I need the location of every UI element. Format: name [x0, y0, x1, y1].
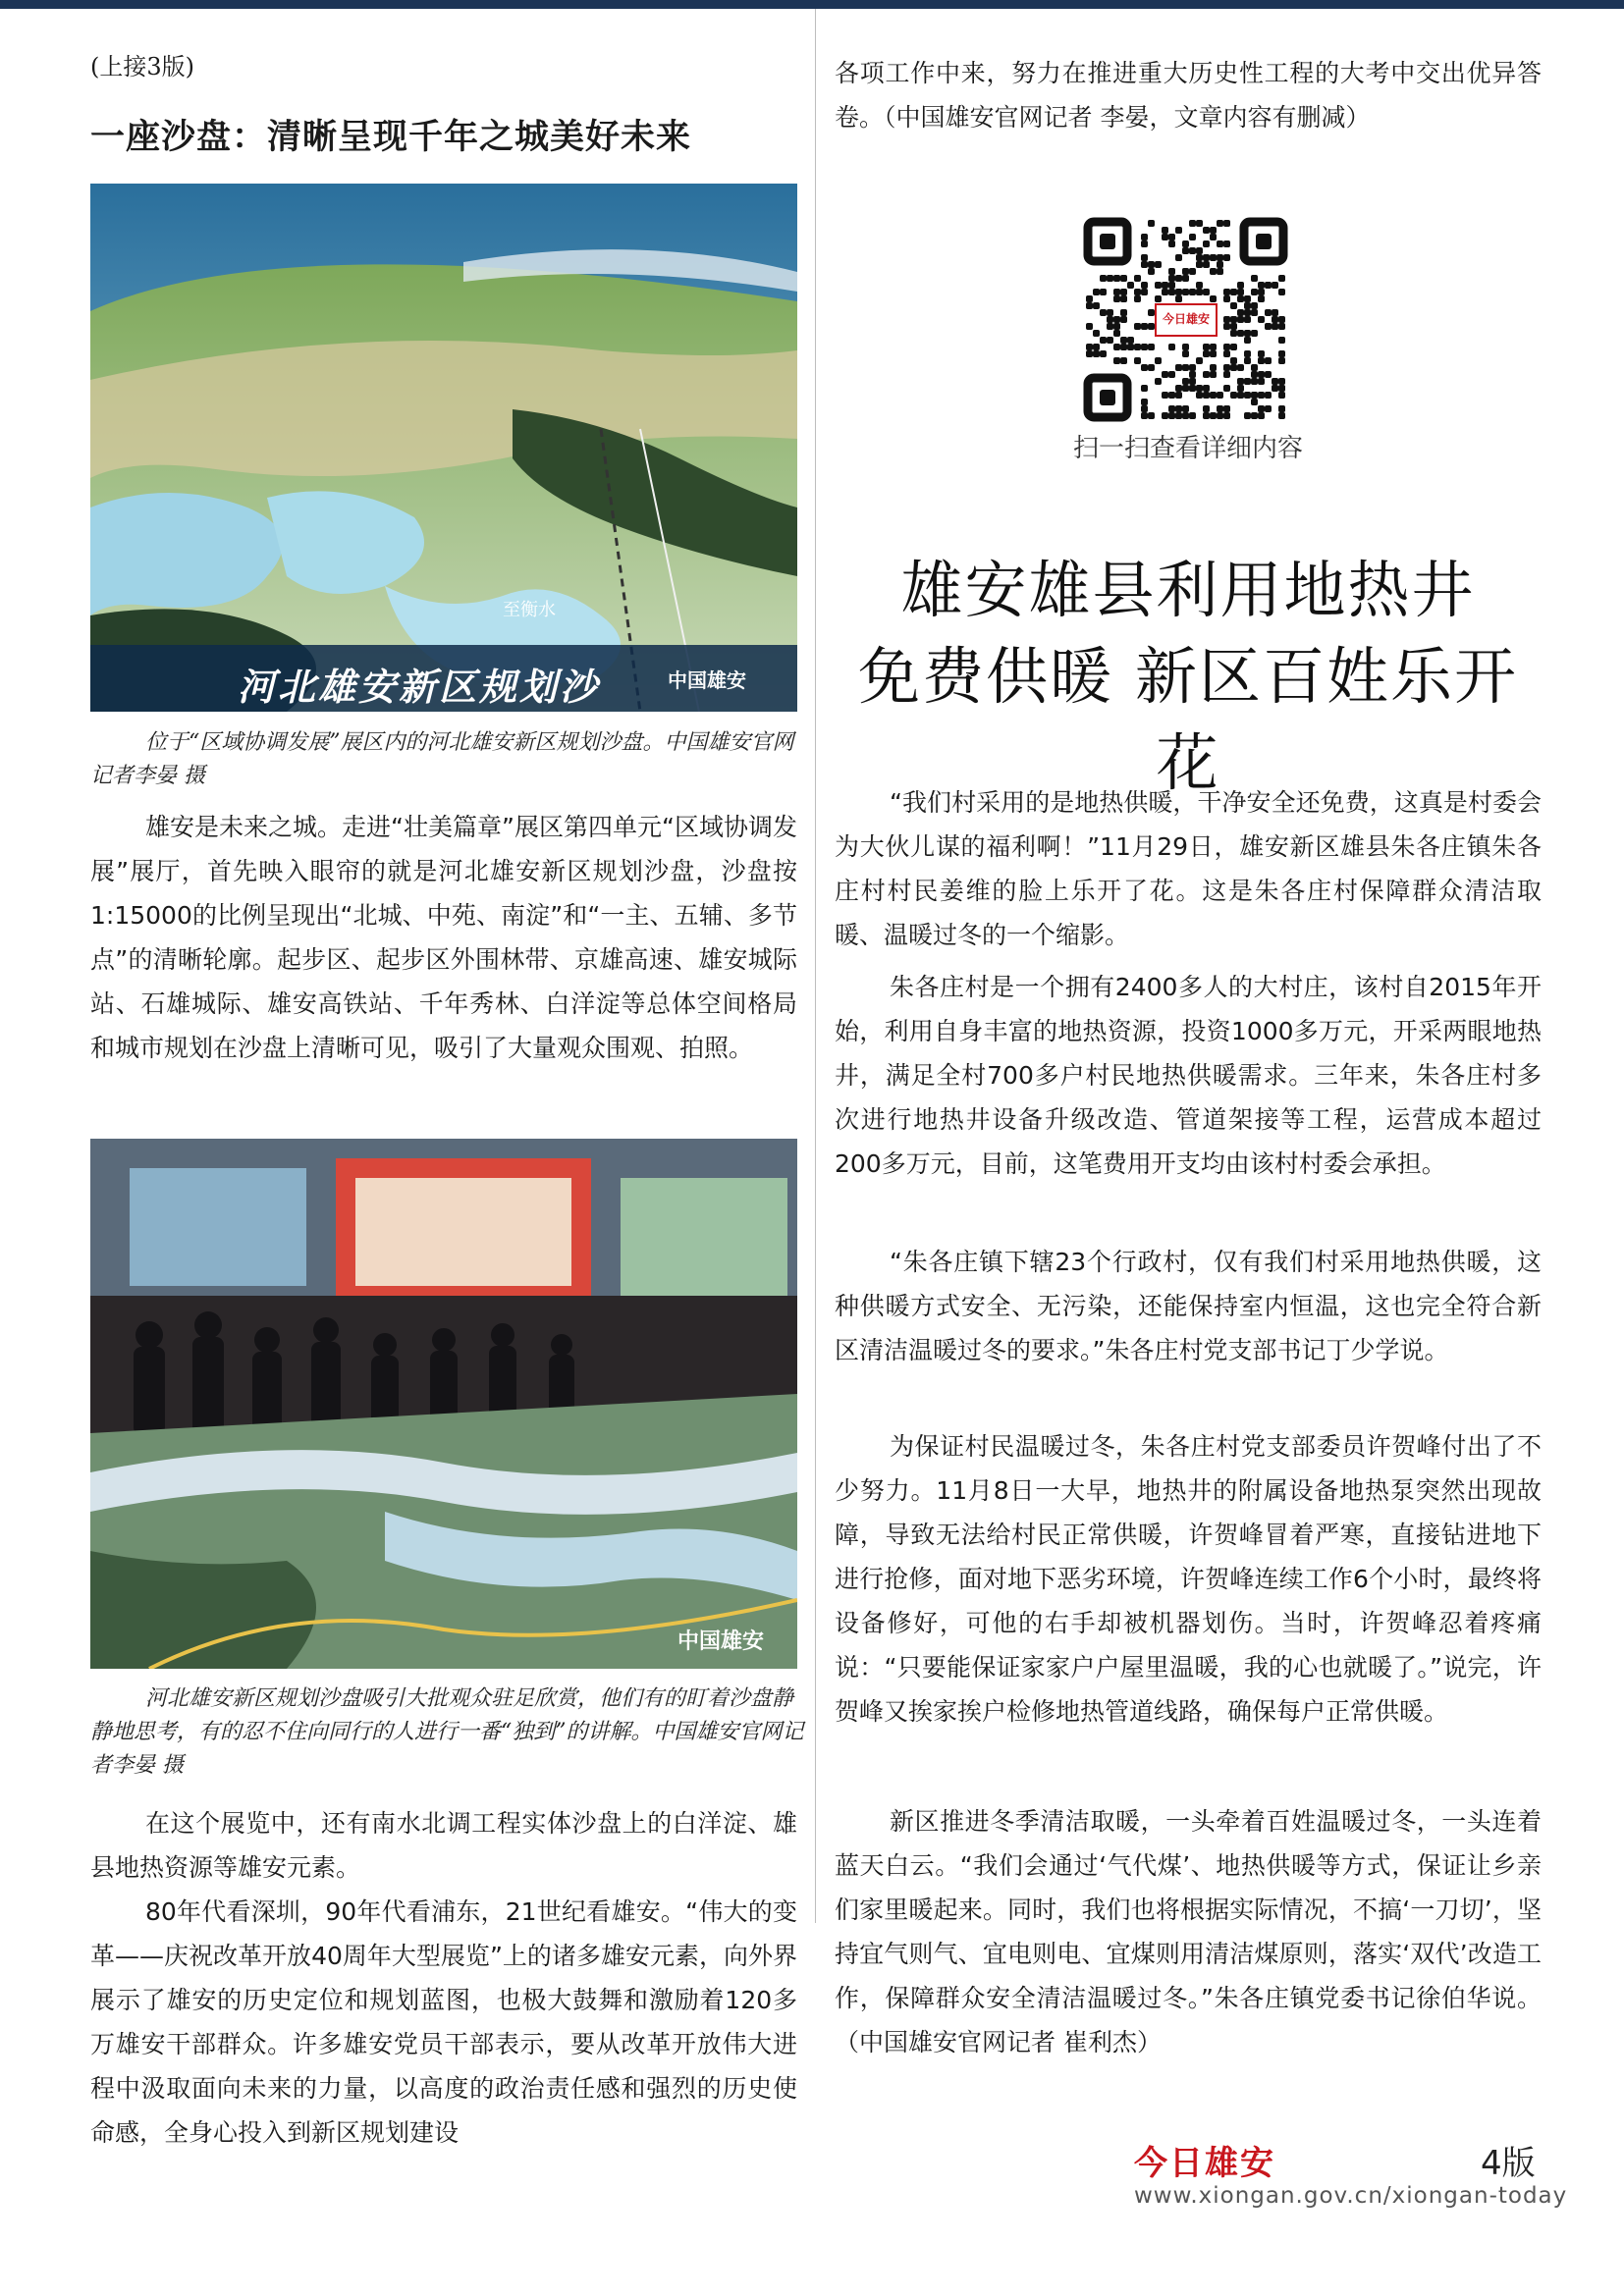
right-paragraph-4: 为保证村民温暖过冬，朱各庄村党支部委员许贺峰付出了不少努力。11月8日一大早，地热井的附属设备地热泵突然出现故障，导致无法给村民正常供暖，许贺峰冒着严寒，直接钻进地下进行抢修，面对地下恶劣环境，许贺峰连续工作6个小时，最终将设备修好，可他的右手却被机器划伤。当时，许贺峰忍着疼痛说：“只要能保证家家户户屋里温暖，我的心也就暖了。”说完，许贺峰又挨家挨户检修地热管道线路，确保每户正常供暖。 [835, 1432, 1542, 1726]
photo1-caption: 位于“区域协调发展”展区内的河北雄安新区规划沙盘。中国雄安官网记者李晏 摄 [90, 730, 794, 788]
right-headline-line2: 免费供暖 新区百姓乐开花 [857, 641, 1519, 799]
left-paragraph-2: 在这个展览中，还有南水北调工程实体沙盘上的白洋淀、雄县地热资源等雄安元素。 [90, 1809, 797, 1882]
right-continuation: 各项工作中来，努力在推进重大历史性工程的大考中交出优异答卷。（中国雄安官网记者 李晏，文章内容有删减） [835, 59, 1542, 132]
right-paragraph-2: 朱各庄村是一个拥有2400多人的大村庄，该村自2015年开始，利用自身丰富的地热资源，投资1000多万元，开采两眼地热井，满足全村700多户村民地热供暖需求。三年来，朱各庄村多次进行地热井设备升级改造、管道架接等工程，运营成本超过200多万元，目前，这笔费用开支均由该村村委会承担。 [835, 973, 1542, 1178]
photo2-caption: 河北雄安新区规划沙盘吸引大批观众驻足欣赏，他们有的盯着沙盘静静地思考，有的忍不住向同行的人进行一番“独到”的讲解。中国雄安官网记者李晏 摄 [90, 1686, 804, 1778]
footer-url[interactable]: www.xiongan.gov.cn/xiongan-today [1134, 2183, 1568, 2209]
top-bar [0, 0, 1624, 9]
left-paragraph-3: 80年代看深圳，90年代看浦东，21世纪看雄安。“伟大的变革——庆祝改革开放40周年大型展览”上的诸多雄安元素，向外界展示了雄安的历史定位和规划蓝图，也极大鼓舞和激励着120多万雄安干部群众。许多雄安党员干部表示，要从改革开放伟大进程中汲取面向未来的力量，以高度的政治责任感和强烈的历史使命感，全身心投入到新区规划建设 [90, 1897, 797, 2147]
crowd-photo [90, 1139, 797, 1669]
left-paragraph-1: 雄安是未来之城。走进“壮美篇章”展区第四单元“区域协调发展”展厅，首先映入眼帘的就是河北雄安新区规划沙盘，沙盘按1:15000的比例呈现出“北城、中苑、南淀”和“一主、五辅、多节点”的清晰轮廓。起步区、起步区外围林带、京雄高速、雄安城际站、石雄城际、雄安高铁站、千年秀林、白洋淀等总体空间格局和城市规划在沙盘上清晰可见，吸引了大量观众围观、拍照。 [90, 813, 797, 1062]
page-number: 4版 [1481, 2144, 1536, 2183]
right-headline [835, 548, 1542, 807]
right-headline-line1: 雄安雄县利用地热井 [900, 555, 1476, 626]
left-headline: 一座沙盘：清晰呈现千年之城美好未来 [90, 118, 692, 157]
photo-sign-text: 至衡水 [503, 600, 556, 620]
right-paragraph-3: “朱各庄镇下辖23个行政村，仅有我们村采用地热供暖，这种供暖方式安全、无污染，还能保持室内恒温，这也完全符合新区清洁温暖过冬的要求。”朱各庄村党支部书记丁少学说。 [835, 1248, 1542, 1364]
photo-overlay-text: 河北雄安新区规划沙 [238, 666, 601, 709]
right-paragraph-1: “我们村采用的是地热供暖，干净安全还免费，这真是村委会为大伙儿谋的福利啊！”11月29日，雄安新区雄县朱各庄镇朱各庄村村民姜维的脸上乐开了花。这是朱各庄村保障群众清洁取暖、温暖过冬的一个缩影。 [835, 788, 1542, 949]
continued-from-label: (上接3版) [90, 53, 194, 80]
right-paragraph-5: 新区推进冬季清洁取暖，一头牵着百姓温暖过冬，一头连着蓝天白云。“我们会通过‘气代煤’、地热供暖等方式，保证让乡亲们家里暖起来。同时，我们也将根据实际情况，不搞‘一刀切’，坚持宜气则气、宜电则电、宜煤则用清洁煤原则，落实‘双代’改造工作，保障群众安全清洁温暖过冬。”朱各庄镇党委书记徐伯华说。（中国雄安官网记者 崔利杰） [835, 1807, 1542, 2056]
column-divider [815, 9, 816, 1923]
qr-label: 扫一扫查看详细内容 [1072, 434, 1303, 463]
photo2-watermark: 中国雄安 [677, 1629, 765, 1654]
photo-watermark: 中国雄安 [668, 668, 746, 692]
qr-code[interactable] [1080, 214, 1291, 425]
footer-brand-logo: 今日雄安 [1134, 2144, 1275, 2183]
sand-table-photo [90, 184, 797, 712]
qr-center-logo: 今日雄安 [1162, 312, 1210, 326]
